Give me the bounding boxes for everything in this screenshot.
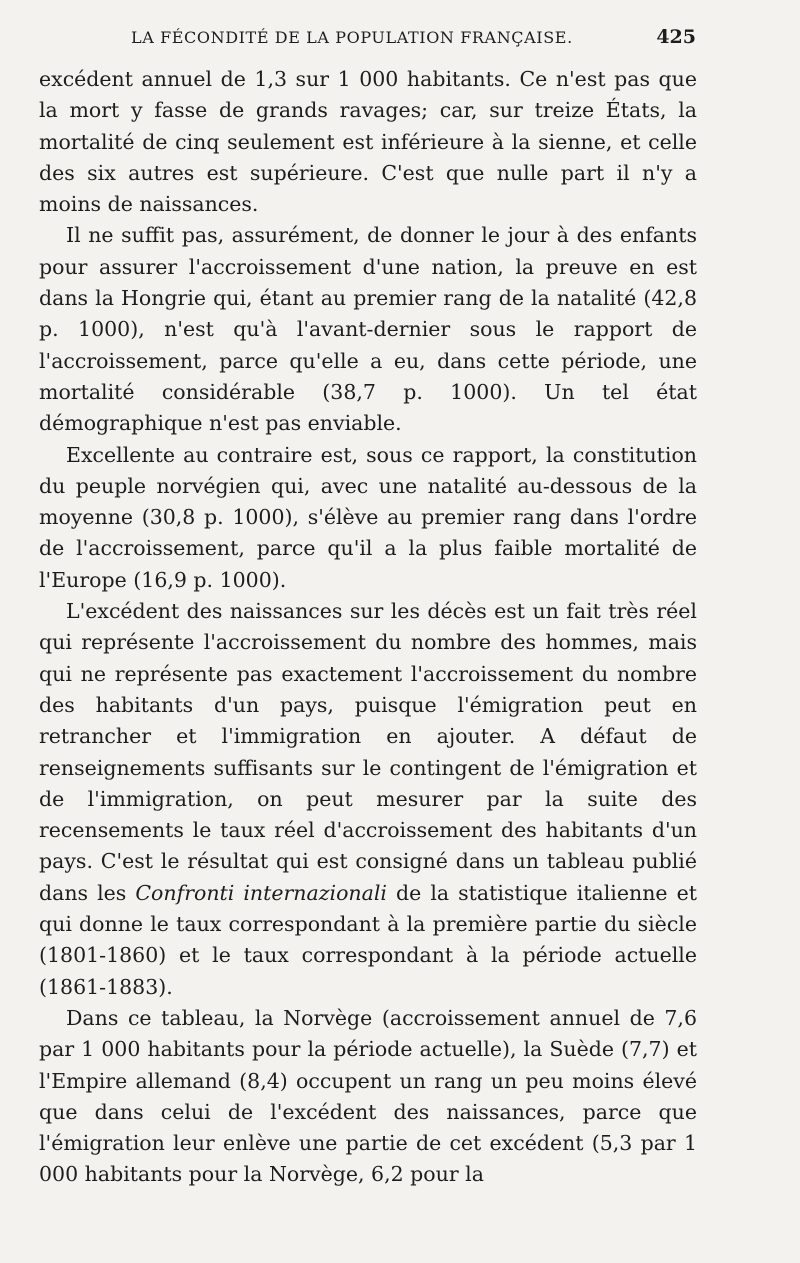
paragraph-4 [39,596,697,1003]
publication-title: Confronti internazionali [135,880,387,905]
running-header [39,26,700,48]
paragraph-1: excédent annuel de 1,3 sur 1 000 habitants. Ce n'est pas que la mort y fasse de grands ravages; car, sur treize États, la mortalité de cinq seulement est inférieure à la sienne, et celle des six autres est supérieure. C'est que nulle part il n'y a moins de naissances. [39,67,697,217]
page-number: 425 [656,26,696,48]
body-text [39,64,697,1191]
paragraph-5: Dans ce tableau, la Norvège (accroissement annuel de 7,6 par 1 000 habitants pour la période actuelle), la Suède (7,7) et l'Empire allemand (8,4) occupent un rang un peu moins élevé que dans celui de l'excédent des naissances, parce que l'émigration leur enlève une partie de cet excédent (5,3 par 1 000 habitants pour la Norvège, 6,2 pour la [39,1005,697,1187]
paragraph-4-text-after: de la statistique italienne et qui donne le taux correspondant à la première partie du siècle (1801-1860) et le taux correspondant à la période actuelle (1861-1883). [39,880,697,999]
paragraph-2: Il ne suffit pas, assurément, de donner le jour à des enfants pour assurer l'accroissement d'une nation, la preuve en est dans la Hongrie qui, étant au premier rang de la natalité (42,8 p. 1000), n'est qu'à l'avant-dernier sous le rapport de l'accroissement, parce qu'elle a eu, dans cette période, une mortalité considérable (38,7 p. 1000). Un tel état démographique n'est pas enviable. [39,223,697,436]
running-title: LA FÉCONDITÉ DE LA POPULATION FRANÇAISE. [131,28,573,47]
paragraph-4-text-before: L'excédent des naissances sur les décès est un fait très réel qui représente l'accroissement du nombre des hommes, mais qui ne représente pas exactement l'accroissement du nombre des habitants d'un pays, puisque l'émigration peut en retrancher et l'immigration en ajouter. A défaut de renseignements suffisants sur le contingent de l'émigration et de l'immigration, on peut mesurer par la suite des recensements le taux réel d'accroissement des habitants d'un pays. C'est le résultat qui est consigné dans un tableau publié dans les [39,599,697,905]
paragraph-3: Excellente au contraire est, sous ce rapport, la constitution du peuple norvégien qui, avec une natalité au-dessous de la moyenne (30,8 p. 1000), s'élève au premier rang dans l'ordre de l'accroissement, parce qu'il a la plus faible mortalité de l'Europe (16,9 p. 1000). [39,442,697,592]
